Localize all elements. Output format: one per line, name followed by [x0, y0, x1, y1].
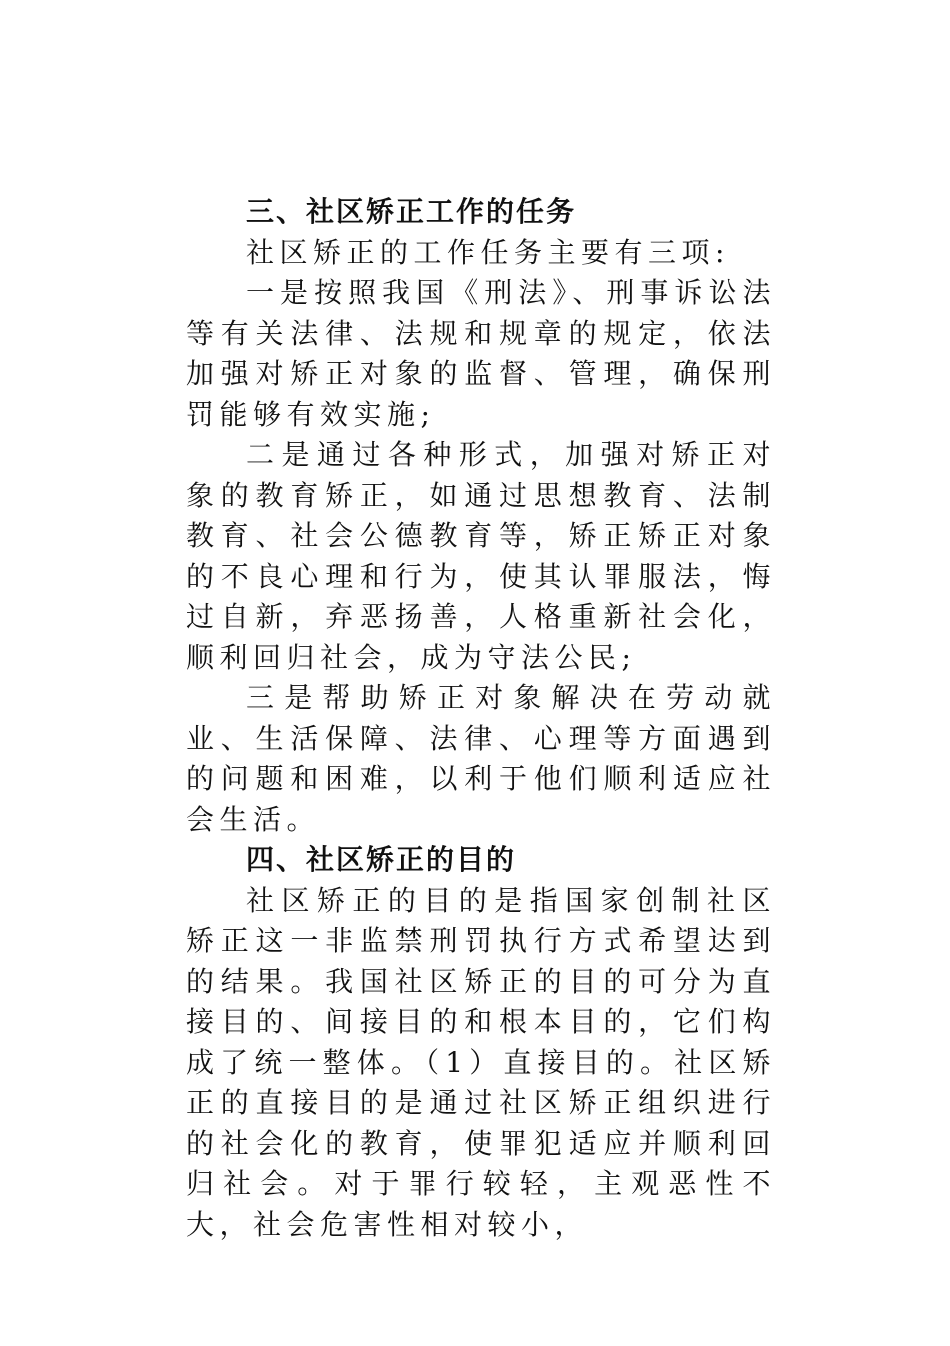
paragraph-tasks-intro: 社区矫正的工作任务主要有三项:: [246, 235, 730, 269]
document-body: [186, 192, 776, 1245]
paragraph-task-one: 一是按照我国《刑法》、刑事诉讼法等有关法律、法规和规章的规定，依法加强对矫正对象的监督、管理，确保刑罚能够有效实施;: [186, 276, 776, 431]
paragraph-purpose: 社区矫正的目的是指国家创制社区矫正这一非监禁刑罚执行方式希望达到的结果。我国社区矫正的目的可分为直接目的、间接目的和根本目的，它们构成了统一整体。（1）直接目的。社区矫正的直接目的是通过社区矫正组织进行的社会化的教育，使罪犯适应并顺利回归社会。对于罪行较轻，主观恶性不大，社会危害性相对较小，: [186, 883, 776, 1241]
paragraph-task-two: 二是通过各种形式，加强对矫正对象的教育矫正，如通过思想教育、法制教育、社会公德教育等，矫正矫正对象的不良心理和行为，使其认罪服法，悔过自新，弃恶扬善，人格重新社会化，顺利回归社会，成为守法公民;: [186, 438, 776, 674]
section-heading-purpose: 四、社区矫正的目的: [246, 843, 517, 876]
section-heading-tasks: 三、社区矫正工作的任务: [246, 195, 577, 228]
paragraph-task-three: 三是帮助矫正对象解决在劳动就业、生活保障、法律、心理等方面遇到的问题和困难，以利于他们顺利适应社会生活。: [186, 681, 776, 836]
